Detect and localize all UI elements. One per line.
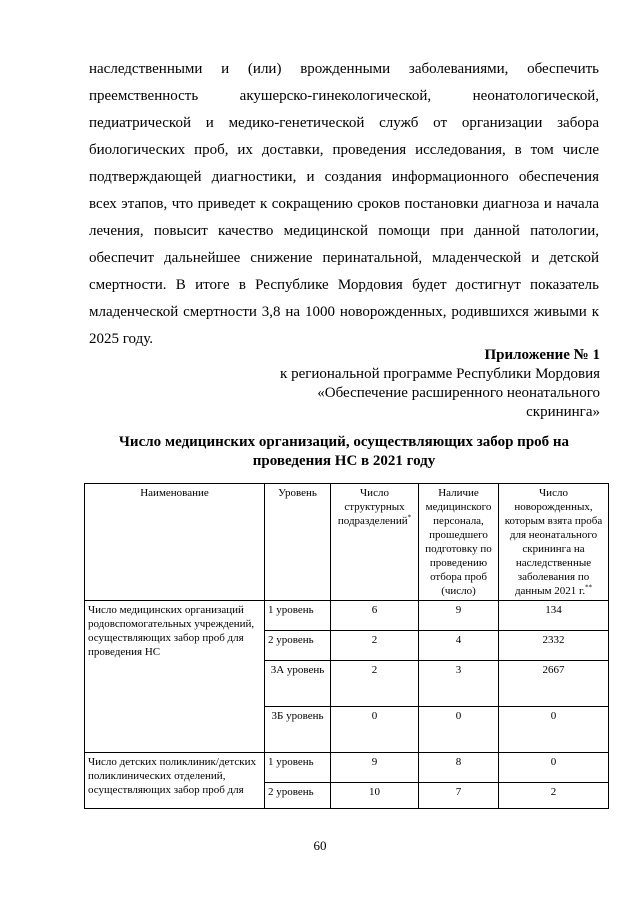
paragraph-line: биологических проб, их доставки, проведения исследования, в том числе: [89, 142, 599, 158]
paragraph-line: наследственными и (или) врожденными заболеваниями, обеспечить: [89, 61, 599, 77]
paragraph-line: педиатрической и медико-генетической служб от организации забора: [89, 115, 599, 131]
level-cell: 1 уровень: [265, 753, 331, 783]
body-paragraph: [89, 56, 599, 353]
page-number: 60: [313, 838, 327, 853]
group-name-cell: Число детских поликлиник/детских поликлинических отделений, осуществляющих забор проб для: [85, 753, 265, 809]
level-cell: 2 уровень: [265, 783, 331, 809]
newborns-cell: 2: [499, 783, 609, 809]
header-name: Наименование: [85, 484, 265, 601]
units-cell: 9: [331, 753, 419, 783]
staff-cell: 9: [419, 601, 499, 631]
newborns-cell: 0: [499, 753, 609, 783]
group-name-cell: Число медицинских организаций родовспомогательных учреждений, осуществляющих забор проб для проведения НС: [85, 601, 265, 753]
staff-cell: 7: [419, 783, 499, 809]
table-title: [89, 433, 599, 471]
newborns-cell: 0: [499, 707, 609, 753]
annex-line: «Обеспечение расширенного неонатального: [317, 385, 600, 401]
paragraph-line: младенческой смертности 3,8 на 1000 новорожденных, родившихся живыми к: [89, 304, 599, 320]
table-row: [85, 753, 609, 783]
paragraph-line: всех этапов, что приведет к сокращению сроков постановки диагноза и начала: [89, 196, 599, 212]
header-staff: Наличие медицинского персонала, прошедшего подготовку по проведению отбора проб (число): [419, 484, 499, 601]
newborns-cell: 2667: [499, 661, 609, 707]
header-units: [331, 484, 419, 601]
newborns-cell: 2332: [499, 631, 609, 661]
annex-title: Приложение № 1: [484, 347, 600, 363]
paragraph-line: обеспечит дальнейшее снижение перинатальной, младенческой и детской: [89, 250, 599, 266]
data-table: [84, 483, 609, 809]
staff-cell: 0: [419, 707, 499, 753]
units-cell: 2: [331, 631, 419, 661]
level-cell: 1 уровень: [265, 601, 331, 631]
units-cell: 10: [331, 783, 419, 809]
paragraph-line: преемственность акушерско-гинекологической, неонатологической,: [89, 88, 599, 104]
table-row: [85, 601, 609, 631]
table-title-line: проведения НС в 2021 году: [252, 453, 436, 469]
annex-block: [280, 346, 600, 422]
staff-cell: 4: [419, 631, 499, 661]
units-cell: 2: [331, 661, 419, 707]
table-header-row: [85, 484, 609, 601]
header-level: Уровень: [265, 484, 331, 601]
header-units-text: Число структурных подразделений: [337, 487, 408, 527]
header-newborns-text: Число новорожденных, которым взята проба для неонатального скрининга на наследственные заболевания по данным 2021 г.: [504, 487, 603, 597]
staff-cell: 3: [419, 661, 499, 707]
annex-line: скрининга»: [526, 404, 600, 420]
level-cell: 3Б уровень: [265, 707, 331, 753]
table-title-line: Число медицинских организаций, осуществляющих забор проб на: [118, 434, 570, 450]
level-cell: 3А уровень: [265, 661, 331, 707]
units-cell: 0: [331, 707, 419, 753]
units-cell: 6: [331, 601, 419, 631]
annex-line: к региональной программе Республики Мордовия: [280, 366, 600, 382]
paragraph-line: смертности. В итоге в Республике Мордовия будет достигнут показатель: [89, 277, 599, 293]
paragraph-line: подтверждающей диагностики, и создания информационного обеспечения: [89, 169, 599, 185]
newborns-cell: 134: [499, 601, 609, 631]
footnote-mark: **: [585, 583, 593, 592]
level-cell: 2 уровень: [265, 631, 331, 661]
paragraph-line: 2025 году.: [89, 331, 153, 347]
footnote-mark: *: [407, 513, 412, 522]
header-newborns: [499, 484, 609, 601]
staff-cell: 8: [419, 753, 499, 783]
paragraph-line: лечения, повысит качество медицинской помощи при данной патологии,: [89, 223, 599, 239]
